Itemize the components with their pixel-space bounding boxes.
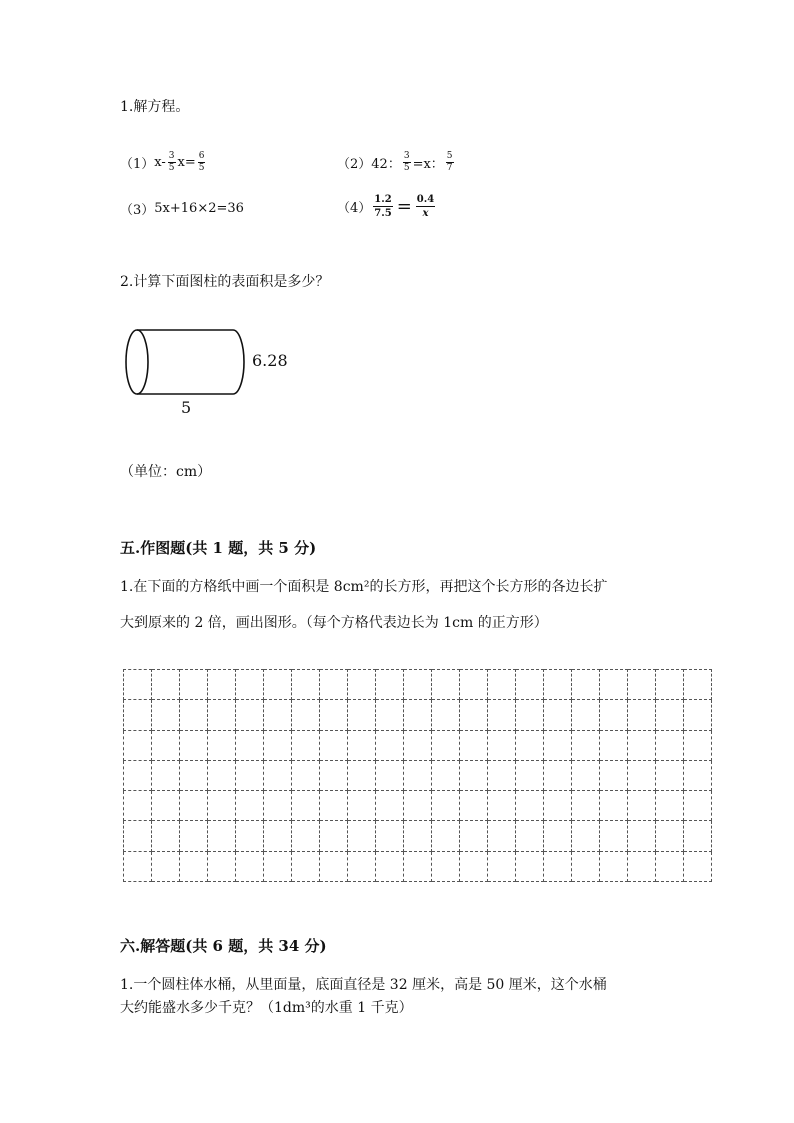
equation-3	[120, 199, 244, 218]
grid-cell[interactable]	[656, 760, 684, 790]
grid-cell[interactable]	[432, 730, 460, 760]
grid-cell[interactable]	[292, 700, 320, 730]
grid-cell[interactable]	[208, 700, 236, 730]
grid-cell[interactable]	[264, 821, 292, 851]
grid-cell[interactable]	[628, 730, 656, 760]
grid-cell[interactable]	[348, 670, 376, 700]
cylinder-figure	[115, 320, 315, 420]
grid-cell[interactable]	[152, 760, 180, 790]
cylinder-left-base	[126, 330, 148, 394]
grid-cell[interactable]	[264, 791, 292, 821]
grid-cell[interactable]	[264, 670, 292, 700]
grid-cell[interactable]	[180, 670, 208, 700]
grid-cell[interactable]	[628, 760, 656, 790]
grid-cell[interactable]	[432, 791, 460, 821]
grid-cell[interactable]	[208, 760, 236, 790]
grid-cell[interactable]	[376, 730, 404, 760]
fraction: $\frac{3}{5}$	[168, 151, 175, 173]
grid-cell[interactable]	[600, 760, 628, 790]
equation-1-mid: x=	[177, 155, 196, 170]
grid-cell[interactable]	[208, 821, 236, 851]
grid-cell[interactable]	[516, 700, 544, 730]
grid-cell[interactable]	[124, 760, 152, 790]
grid-cell[interactable]	[292, 670, 320, 700]
grid-cell[interactable]	[348, 791, 376, 821]
grid-cell[interactable]	[684, 700, 712, 730]
grid-cell[interactable]	[208, 670, 236, 700]
equation-2-mid: =x：	[412, 157, 444, 172]
grid-cell[interactable]	[516, 760, 544, 790]
grid-cell[interactable]	[348, 700, 376, 730]
grid-cell[interactable]	[404, 760, 432, 790]
grid-cell[interactable]	[516, 821, 544, 851]
section-heading-answer: 六.解答题(共 6 题，共 34 分)	[120, 937, 327, 955]
unit-note: （单位：cm）	[120, 464, 212, 480]
cylinder-right-arc	[233, 330, 244, 394]
grid-row	[124, 730, 712, 760]
grid-cell[interactable]	[460, 730, 488, 760]
grid-cell[interactable]	[404, 791, 432, 821]
equation-2	[337, 151, 456, 174]
grid-cell[interactable]	[404, 821, 432, 851]
grid-cell[interactable]	[656, 700, 684, 730]
grid-cell[interactable]	[572, 821, 600, 851]
grid-cell[interactable]	[152, 821, 180, 851]
equation-4	[337, 193, 437, 220]
question-1-title: 1.解方程。	[120, 99, 190, 115]
grid-cell[interactable]	[292, 821, 320, 851]
grid-cell[interactable]	[572, 730, 600, 760]
grid-cell[interactable]	[684, 791, 712, 821]
grid-cell[interactable]	[516, 791, 544, 821]
grid-cell[interactable]	[572, 670, 600, 700]
grid-cell[interactable]	[376, 760, 404, 790]
grid-cell[interactable]	[460, 821, 488, 851]
grid-cell[interactable]	[572, 700, 600, 730]
grid-cell[interactable]	[656, 851, 684, 881]
grid-cell[interactable]	[292, 791, 320, 821]
section-heading-drawing: 五.作图题(共 1 题，共 5 分)	[120, 539, 317, 557]
grid-cell[interactable]	[124, 851, 152, 881]
equation-2-label: （2）	[337, 157, 372, 172]
grid-cell[interactable]	[320, 700, 348, 730]
grid-cell[interactable]	[152, 851, 180, 881]
equation-1-label: （1）	[120, 157, 155, 172]
equation-1	[120, 151, 207, 174]
grid-cell[interactable]	[488, 821, 516, 851]
cylinder-height-label: 6.28	[252, 351, 288, 370]
grid-row	[124, 821, 712, 851]
fraction: $\frac{1.2}{7.5}$	[374, 194, 392, 219]
grid-cell[interactable]	[124, 730, 152, 760]
grid-cell[interactable]	[376, 700, 404, 730]
grid-cell[interactable]	[236, 851, 264, 881]
grid-cell[interactable]	[376, 791, 404, 821]
grid-cell[interactable]	[320, 821, 348, 851]
grid-cell[interactable]	[292, 760, 320, 790]
grid-cell[interactable]	[124, 700, 152, 730]
grid-cell[interactable]	[432, 851, 460, 881]
grid-cell[interactable]	[684, 670, 712, 700]
grid-cell[interactable]	[348, 760, 376, 790]
grid-cell[interactable]	[124, 791, 152, 821]
grid-cell[interactable]	[628, 791, 656, 821]
fraction: $\frac{5}{7}$	[446, 151, 453, 173]
grid-cell[interactable]	[600, 791, 628, 821]
grid-cell[interactable]	[572, 760, 600, 790]
grid-cell[interactable]	[432, 700, 460, 730]
equation-2-pre: 42：	[371, 157, 401, 172]
grid-cell[interactable]	[376, 821, 404, 851]
grid-cell[interactable]	[656, 670, 684, 700]
equals-sign: =	[396, 196, 412, 217]
grid-cell[interactable]	[488, 791, 516, 821]
grid-row	[124, 760, 712, 790]
grid-cell[interactable]	[628, 700, 656, 730]
answer-question-line-2: 大约能盛水多少千克？（1dm³的水重 1 千克）	[120, 1000, 413, 1016]
grid-row	[124, 700, 712, 730]
grid-cell[interactable]	[208, 851, 236, 881]
grid-cell[interactable]	[180, 791, 208, 821]
grid-cell[interactable]	[460, 670, 488, 700]
grid-cell[interactable]	[152, 791, 180, 821]
grid-cell[interactable]	[152, 670, 180, 700]
grid-cell[interactable]	[488, 730, 516, 760]
grid-cell[interactable]	[600, 851, 628, 881]
grid-cell[interactable]	[516, 670, 544, 700]
grid-paper[interactable]	[123, 669, 712, 882]
grid-cell[interactable]	[488, 760, 516, 790]
grid-cell[interactable]	[152, 730, 180, 760]
grid-cell[interactable]	[488, 670, 516, 700]
grid-cell[interactable]	[404, 851, 432, 881]
grid-cell[interactable]	[236, 670, 264, 700]
equation-1-pre: x-	[154, 155, 166, 170]
grid-cell[interactable]	[236, 791, 264, 821]
grid-cell[interactable]	[460, 851, 488, 881]
grid-cell[interactable]	[460, 760, 488, 790]
grid-cell[interactable]	[152, 700, 180, 730]
grid-cell[interactable]	[488, 700, 516, 730]
grid-cell[interactable]	[544, 670, 572, 700]
grid-cell[interactable]	[684, 760, 712, 790]
equation-3-text: 5x+16×2=36	[154, 201, 244, 216]
grid-cell[interactable]	[320, 670, 348, 700]
grid-cell[interactable]	[572, 791, 600, 821]
grid-cell[interactable]	[544, 851, 572, 881]
grid-cell[interactable]	[180, 700, 208, 730]
grid-cell[interactable]	[684, 851, 712, 881]
grid-cell[interactable]	[516, 851, 544, 881]
grid-cell[interactable]	[264, 730, 292, 760]
drawing-question-line-2: 大到原来的 2 倍，画出图形。（每个方格代表边长为 1cm 的正方形）	[120, 615, 548, 631]
grid-cell[interactable]	[432, 821, 460, 851]
grid-cell[interactable]	[264, 851, 292, 881]
grid-row	[124, 670, 712, 700]
grid-cell[interactable]	[124, 821, 152, 851]
grid-cell[interactable]	[628, 851, 656, 881]
grid-cell[interactable]	[180, 760, 208, 790]
grid-cell[interactable]	[544, 791, 572, 821]
grid-cell[interactable]	[544, 760, 572, 790]
grid-cell[interactable]	[544, 700, 572, 730]
grid-cell[interactable]	[404, 700, 432, 730]
grid-cell[interactable]	[460, 791, 488, 821]
fraction: $\frac{0.4}{x}$	[416, 194, 435, 219]
grid-cell[interactable]	[180, 821, 208, 851]
grid-cell[interactable]	[432, 670, 460, 700]
grid-cell[interactable]	[264, 760, 292, 790]
grid-cell[interactable]	[516, 730, 544, 760]
grid-cell[interactable]	[628, 821, 656, 851]
grid-cell[interactable]	[264, 700, 292, 730]
grid-cell[interactable]	[320, 851, 348, 881]
grid-cell[interactable]	[124, 670, 152, 700]
fraction: $\frac{6}{5}$	[198, 151, 205, 173]
grid-cell[interactable]	[404, 670, 432, 700]
grid-cell[interactable]	[376, 670, 404, 700]
grid-cell[interactable]	[320, 791, 348, 821]
grid-cell[interactable]	[292, 730, 320, 760]
grid-cell[interactable]	[628, 670, 656, 700]
grid-cell[interactable]	[292, 851, 320, 881]
equation-4-label: （4）	[337, 201, 372, 216]
grid-cell[interactable]	[544, 821, 572, 851]
grid-cell[interactable]	[180, 730, 208, 760]
grid-cell[interactable]	[236, 700, 264, 730]
grid-cell[interactable]	[684, 821, 712, 851]
grid-cell[interactable]	[236, 760, 264, 790]
grid-cell[interactable]	[208, 791, 236, 821]
grid-cell[interactable]	[656, 791, 684, 821]
drawing-question-line-1: 1.在下面的方格纸中画一个面积是 8cm²的长方形，再把这个长方形的各边长扩	[120, 579, 608, 595]
grid-cell[interactable]	[488, 851, 516, 881]
grid-row	[124, 851, 712, 881]
grid-cell[interactable]	[404, 730, 432, 760]
grid-cell[interactable]	[460, 700, 488, 730]
answer-question-line-1: 1.一个圆柱体水桶，从里面量，底面直径是 32 厘米，高是 50 厘米，这个水桶	[120, 977, 607, 993]
grid-cell[interactable]	[376, 851, 404, 881]
grid-cell[interactable]	[236, 730, 264, 760]
grid-cell[interactable]	[656, 730, 684, 760]
grid-cell[interactable]	[236, 821, 264, 851]
question-2-title: 2.计算下面图柱的表面积是多少？	[120, 274, 330, 290]
grid-cell[interactable]	[320, 730, 348, 760]
grid-cell[interactable]	[348, 851, 376, 881]
grid-cell[interactable]	[572, 851, 600, 881]
grid-cell[interactable]	[684, 730, 712, 760]
grid-cell[interactable]	[600, 670, 628, 700]
grid-cell[interactable]	[208, 730, 236, 760]
cylinder-length-label: 5	[181, 398, 192, 417]
grid-cell[interactable]	[600, 821, 628, 851]
grid-cell[interactable]	[600, 700, 628, 730]
grid-cell[interactable]	[656, 821, 684, 851]
grid-cell[interactable]	[320, 760, 348, 790]
grid-cell[interactable]	[544, 730, 572, 760]
grid-row	[124, 791, 712, 821]
grid-cell[interactable]	[180, 851, 208, 881]
equation-3-label: （3）	[120, 203, 155, 218]
grid-cell[interactable]	[432, 760, 460, 790]
grid-cell[interactable]	[600, 730, 628, 760]
grid-cell[interactable]	[348, 730, 376, 760]
fraction: $\frac{3}{5}$	[403, 151, 410, 173]
grid-cell[interactable]	[348, 821, 376, 851]
